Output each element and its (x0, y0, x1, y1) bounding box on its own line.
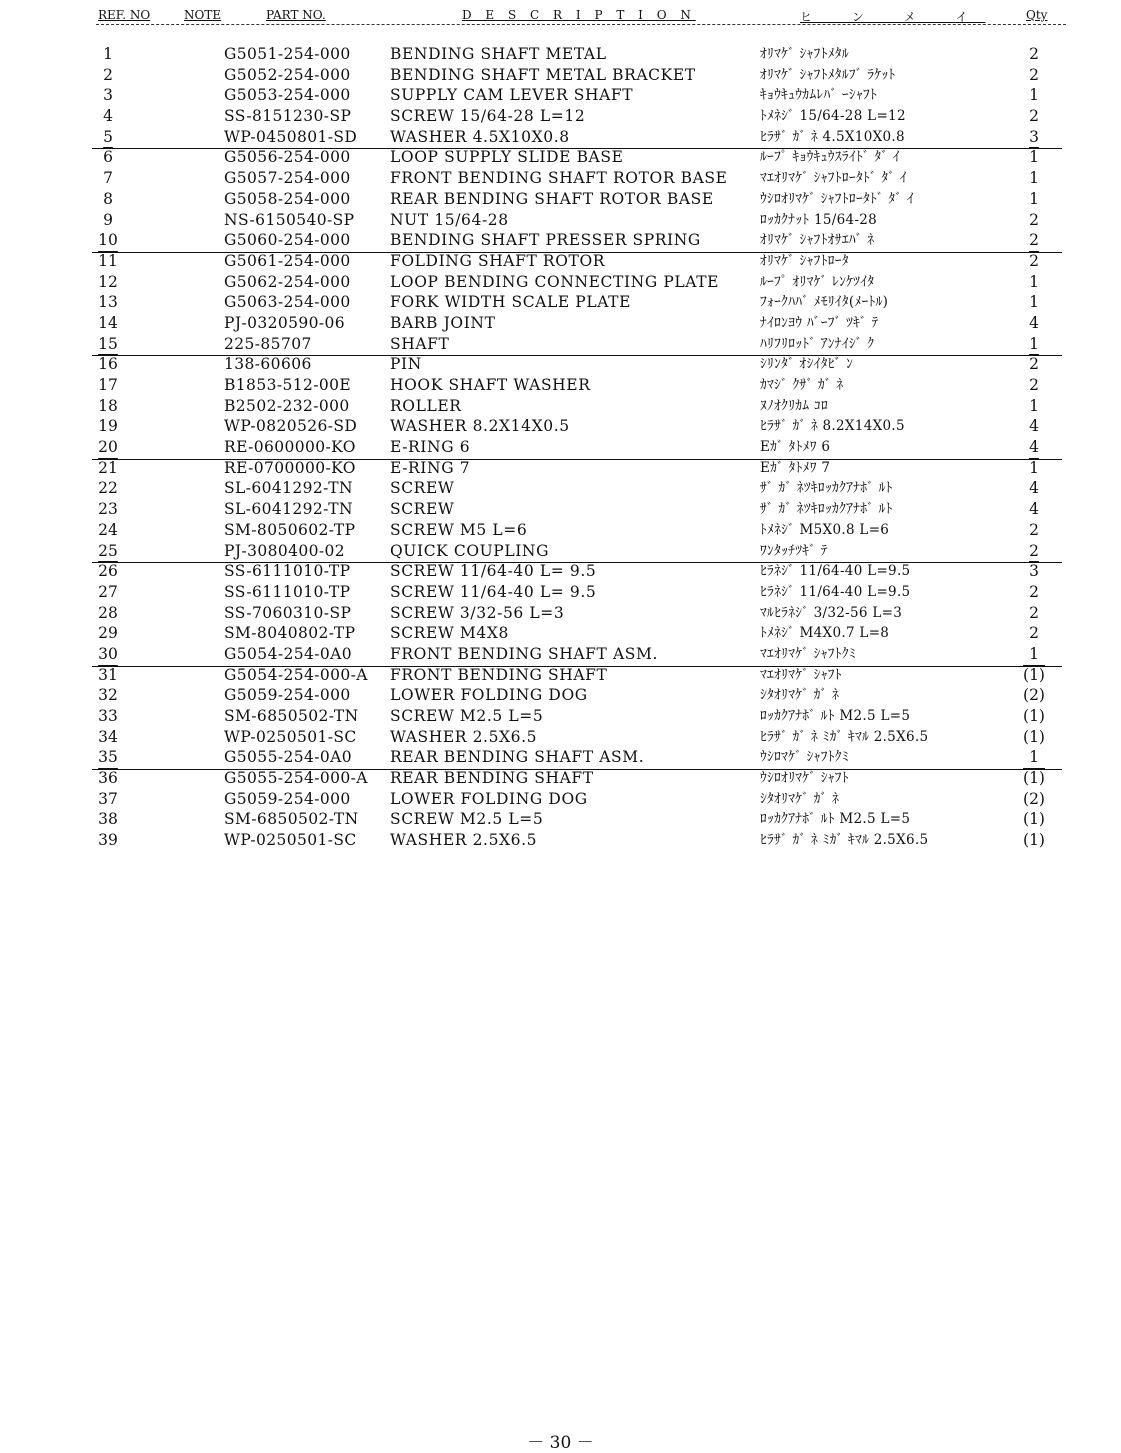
ref-cell: 30 (98, 644, 118, 663)
kana-name-cell: ﾏｴｵﾘﾏｹﾞ ｼｬﾌﾄ (760, 666, 842, 683)
qty-cell: 4 (1029, 500, 1039, 519)
ref-cell: 27 (98, 582, 118, 601)
qty-cell: 2 (1029, 251, 1039, 270)
description-cell: LOWER FOLDING DOG (390, 789, 588, 808)
qty-cell: 1 (1029, 334, 1039, 353)
kana-name-cell: ｵﾘﾏｹﾞ ｼｬﾌﾄﾒﾀﾙ (760, 46, 849, 62)
kana-name-cell: ｳｼﾛﾏｹﾞ ｼｬﾌﾄｸﾐ (760, 749, 849, 766)
kana-name-cell: ｵﾘﾏｹﾞ ｼｬﾌﾄｵｻｴﾊﾞ ﾈ (760, 232, 875, 249)
kana-name-cell: ｷｮｳｷｭｳｶﾑﾚﾊﾞ ｰｼｬﾌﾄ (760, 87, 878, 104)
qty-cell: 3 (1029, 127, 1039, 146)
part-no-cell: SM-8040802-TP (224, 624, 356, 643)
table-header (0, 8, 1121, 30)
part-no-cell: B1853-512-00E (224, 376, 352, 394)
qty-cell: 4 (1029, 479, 1039, 498)
header-qty: Qty (1026, 8, 1048, 22)
description-cell: LOOP BENDING CONNECTING PLATE (390, 272, 720, 291)
table-row (0, 437, 1121, 458)
ref-cell: 3 (103, 86, 113, 105)
part-no-cell: WP-0250501-SC (224, 727, 357, 746)
part-no-cell: G5056-254-000 (224, 148, 351, 167)
header-dashed-rule (96, 24, 1066, 25)
qty-cell: 2 (1029, 582, 1039, 601)
description-cell: SCREW (390, 500, 455, 519)
description-cell: WASHER 2.5X6.5 (390, 727, 538, 746)
part-no-cell: G5063-254-000 (224, 293, 351, 312)
kana-name-cell: ﾏｴｵﾘﾏｹﾞ ｼｬﾌﾄｸﾐ (760, 645, 856, 662)
table-row (0, 768, 1121, 789)
table-row (0, 396, 1121, 417)
description-cell: SHAFT (390, 334, 450, 353)
part-no-cell: WP-0250501-SC (224, 831, 357, 850)
description-cell: FRONT BENDING SHAFT (390, 665, 608, 684)
table-row (0, 375, 1121, 396)
ref-cell: 35 (98, 748, 118, 767)
description-cell: BENDING SHAFT PRESSER SPRING (390, 231, 701, 250)
kana-name-cell: ﾏﾙﾋﾗﾈｼﾞ 3/32-56 L=3 (760, 604, 903, 621)
part-no-cell: PJ-3080400-02 (224, 541, 346, 560)
table-row (0, 334, 1121, 355)
header-note: NOTE (184, 8, 222, 22)
kana-name-cell: ﾛｯｶｸﾅｯﾄ 15/64-28 (760, 211, 877, 228)
description-cell: REAR BENDING SHAFT ROTOR BASE (390, 189, 714, 208)
kana-name-cell: ﾜﾝﾀｯﾁﾂｷﾞ ﾃ (760, 542, 828, 559)
qty-cell: 1 (1029, 458, 1039, 477)
qty-cell: 1 (1029, 293, 1039, 312)
part-no-cell: G5059-254-000 (224, 789, 351, 808)
ref-cell: 38 (98, 810, 118, 829)
qty-cell: (1) (1023, 707, 1045, 725)
part-no-cell: B2502-232-000 (224, 396, 350, 415)
qty-cell: 1 (1029, 86, 1039, 105)
description-cell: REAR BENDING SHAFT (390, 769, 594, 788)
kana-name-cell: ｼﾘﾝﾀﾞ ｵｼｲﾀﾋﾞ ﾝ (760, 356, 854, 373)
description-cell: SCREW 11/64-40 L= 9.5 (390, 582, 597, 601)
table-row (0, 85, 1121, 106)
kana-name-cell: ﾌｫｰｸﾊﾊﾞ ﾒﾓﾘｲﾀ(ﾒｰﾄﾙ) (760, 294, 889, 311)
description-cell: SCREW M5 L=6 (390, 520, 528, 539)
ref-cell: 17 (98, 376, 118, 394)
table-row (0, 499, 1121, 520)
table-row (0, 44, 1121, 65)
description-cell: HOOK SHAFT WASHER (390, 376, 591, 394)
description-cell: FOLDING SHAFT ROTOR (390, 251, 606, 270)
ref-cell: 13 (98, 293, 118, 312)
table-row (0, 478, 1121, 499)
part-no-cell: G5055-254-0A0 (224, 748, 353, 767)
ref-cell: 1 (103, 45, 113, 63)
ref-cell: 32 (98, 686, 118, 705)
ref-cell: 2 (103, 65, 113, 84)
qty-cell: 4 (1029, 417, 1039, 436)
description-cell: REAR BENDING SHAFT ASM. (390, 748, 645, 767)
kana-name-cell: ﾄﾒﾈｼﾞ 15/64-28 L=12 (760, 108, 906, 125)
table-row (0, 147, 1121, 168)
part-no-cell: NS-6150540-SP (224, 210, 355, 229)
table-row (0, 65, 1121, 86)
table-row (0, 292, 1121, 313)
description-cell: SCREW (390, 479, 455, 498)
ref-cell: 4 (103, 107, 113, 126)
table-row (0, 189, 1121, 210)
description-cell: SCREW 15/64-28 L=12 (390, 107, 586, 126)
kana-name-cell: ｻﾞ ｶﾞ ﾈﾂｷﾛｯｶｸｱﾅﾎﾞ ﾙﾄ (760, 480, 893, 497)
description-cell: BARB JOINT (390, 313, 496, 332)
kana-name-cell: ﾄﾒﾈｼﾞ M5X0.8 L=6 (760, 521, 890, 538)
part-no-cell: 138-60606 (224, 355, 312, 374)
qty-cell: (1) (1023, 769, 1045, 788)
qty-cell: 2 (1029, 624, 1039, 643)
part-no-cell: SM-6850502-TN (224, 707, 359, 725)
description-cell: SCREW 11/64-40 L= 9.5 (390, 562, 597, 581)
page-number: － 30 － (527, 1433, 594, 1453)
description-cell: E-RING 6 (390, 438, 471, 457)
qty-cell: 1 (1029, 148, 1039, 167)
qty-cell: 2 (1029, 107, 1039, 126)
description-cell: FRONT BENDING SHAFT ROTOR BASE (390, 169, 728, 188)
ref-cell: 14 (98, 313, 118, 332)
description-cell: WASHER 2.5X6.5 (390, 831, 538, 850)
part-no-cell: RE-0700000-KO (224, 458, 356, 477)
qty-cell: 2 (1029, 45, 1039, 63)
description-cell: SCREW M4X8 (390, 624, 509, 643)
table-row (0, 603, 1121, 624)
description-cell: WASHER 8.2X14X0.5 (390, 417, 570, 436)
qty-cell: 4 (1029, 313, 1039, 332)
part-no-cell: SL-6041292-TN (224, 479, 353, 498)
qty-cell: 2 (1029, 210, 1039, 229)
kana-name-cell: ｼﾀｵﾘﾏｹﾞ ｶﾞ ﾈ (760, 790, 840, 807)
table-row (0, 623, 1121, 644)
description-cell: QUICK COUPLING (390, 541, 550, 560)
description-cell: WASHER 4.5X10X0.8 (390, 127, 570, 146)
table-row (0, 747, 1121, 768)
part-no-cell: PJ-0320590-06 (224, 313, 346, 332)
kana-name-cell: ﾋﾗﾈｼﾞ 11/64-40 L=9.5 (760, 583, 911, 600)
ref-cell: 29 (98, 624, 118, 643)
table-row (0, 561, 1121, 582)
part-no-cell: RE-0600000-KO (224, 438, 356, 457)
part-no-cell: G5061-254-000 (224, 251, 351, 270)
part-no-cell: G5059-254-000 (224, 686, 351, 705)
table-row (0, 809, 1121, 830)
kana-name-cell: ﾋﾗｻﾞ ｶﾞ ﾈ 8.2X14X0.5 (760, 418, 905, 435)
table-row (0, 416, 1121, 437)
ref-cell: 6 (103, 148, 113, 167)
part-no-cell: SM-6850502-TN (224, 810, 359, 829)
ref-cell: 25 (98, 541, 118, 560)
ref-cell: 9 (103, 210, 113, 229)
description-cell: BENDING SHAFT METAL BRACKET (390, 65, 696, 84)
qty-cell: 2 (1029, 376, 1039, 394)
description-cell: SCREW M2.5 L=5 (390, 810, 544, 829)
qty-cell: 1 (1029, 272, 1039, 291)
table-row (0, 830, 1121, 851)
kana-name-cell: ﾄﾒﾈｼﾞ M4X0.7 L=8 (760, 625, 890, 642)
description-cell: SCREW 3/32-56 L=3 (390, 603, 565, 622)
ref-cell: 12 (98, 272, 118, 291)
table-row (0, 272, 1121, 293)
part-no-cell: SS-6111010-TP (224, 562, 351, 581)
description-cell: ROLLER (390, 396, 462, 415)
kana-name-cell: ﾋﾗﾈｼﾞ 11/64-40 L=9.5 (760, 563, 911, 580)
table-row (0, 541, 1121, 562)
description-cell: BENDING SHAFT METAL (390, 45, 607, 63)
part-no-cell: G5054-254-0A0 (224, 644, 353, 663)
qty-cell: (1) (1023, 727, 1045, 746)
part-no-cell: G5054-254-000-A (224, 665, 368, 684)
description-cell: SCREW M2.5 L=5 (390, 707, 544, 725)
kana-name-cell: ｳｼﾛｵﾘﾏｹﾞ ｼｬﾌﾄ (760, 770, 849, 787)
kana-name-cell: ﾋﾗｻﾞ ｶﾞ ﾈ 4.5X10X0.8 (760, 128, 905, 145)
kana-name-cell: ﾙｰﾌﾟ ｵﾘﾏｹﾞ ﾚﾝｹﾂｲﾀ (760, 273, 875, 290)
table-row (0, 106, 1121, 127)
description-cell: SUPPLY CAM LEVER SHAFT (390, 86, 634, 105)
kana-name-cell: ﾛｯｶｸｱﾅﾎﾞ ﾙﾄ M2.5 L=5 (760, 708, 911, 724)
qty-cell: 3 (1029, 562, 1039, 581)
description-cell: E-RING 7 (390, 458, 471, 477)
table-row (0, 127, 1121, 148)
qty-cell: 2 (1029, 603, 1039, 622)
header-description: D E S C R I P T I O N (462, 8, 696, 22)
table-row (0, 706, 1121, 727)
qty-cell: 1 (1029, 748, 1039, 767)
qty-cell: (1) (1023, 665, 1045, 684)
table-row (0, 644, 1121, 665)
qty-cell: 1 (1029, 396, 1039, 415)
description-cell: LOWER FOLDING DOG (390, 686, 588, 705)
kana-name-cell: Eｶﾞ ﾀﾄﾒﾜ 7 (760, 459, 831, 476)
kana-name-cell: Eｶﾞ ﾀﾄﾒﾜ 6 (760, 439, 831, 456)
qty-cell: (1) (1023, 831, 1045, 850)
ref-cell: 20 (98, 438, 118, 457)
kana-name-cell: ﾇﾉｵｸﾘｶﾑ ｺﾛ (760, 397, 829, 414)
ref-cell: 23 (98, 500, 118, 519)
qty-cell: 1 (1029, 189, 1039, 208)
part-no-cell: G5060-254-000 (224, 231, 351, 250)
table-row (0, 727, 1121, 748)
part-no-cell: SS-6111010-TP (224, 582, 351, 601)
kana-name-cell: ｻﾞ ｶﾞ ﾈﾂｷﾛｯｶｸｱﾅﾎﾞ ﾙﾄ (760, 501, 893, 518)
part-no-cell: WP-0820526-SD (224, 417, 358, 436)
parts-table-body (0, 44, 1121, 851)
qty-cell: 2 (1029, 520, 1039, 539)
qty-cell: 2 (1029, 355, 1039, 374)
kana-name-cell: ﾋﾗｻﾞ ｶﾞ ﾈ ﾐｶﾞ ｷﾏﾙ 2.5X6.5 (760, 832, 929, 849)
table-row (0, 458, 1121, 479)
table-row (0, 789, 1121, 810)
kana-name-cell: ｵﾘﾏｹﾞ ｼｬﾌﾄﾒﾀﾙﾌﾞ ﾗｹｯﾄ (760, 66, 896, 83)
ref-cell: 33 (98, 707, 118, 725)
qty-cell: (1) (1023, 810, 1045, 829)
kana-name-cell: ｼﾀｵﾘﾏｹﾞ ｶﾞ ﾈ (760, 687, 840, 704)
ref-cell: 26 (98, 562, 118, 581)
qty-cell: 4 (1029, 438, 1039, 457)
part-no-cell: SS-8151230-SP (224, 107, 352, 126)
part-no-cell: WP-0450801-SD (224, 127, 358, 146)
header-ref-no: REF. NO (98, 8, 151, 22)
kana-name-cell: ﾊﾘﾌﾘﾛｯﾄﾞ ｱﾝﾅｲｼﾞ ｸ (760, 335, 875, 352)
kana-name-cell: ﾙｰﾌﾟ ｷｮｳｷｭｳｽﾗｲﾄﾞ ﾀﾞ ｲ (760, 149, 900, 166)
qty-cell: 2 (1029, 541, 1039, 560)
part-no-cell: G5062-254-000 (224, 272, 351, 291)
ref-cell: 18 (98, 396, 118, 415)
part-no-cell: G5057-254-000 (224, 169, 351, 188)
ref-cell: 31 (98, 665, 118, 684)
qty-cell: (2) (1023, 789, 1045, 808)
part-no-cell: G5052-254-000 (224, 65, 351, 84)
part-no-cell: G5051-254-000 (224, 45, 351, 63)
description-cell: NUT 15/64-28 (390, 210, 509, 229)
table-row (0, 210, 1121, 231)
table-row (0, 520, 1121, 541)
ref-cell: 5 (103, 127, 113, 146)
description-cell: FRONT BENDING SHAFT ASM. (390, 644, 659, 663)
table-row (0, 230, 1121, 251)
table-row (0, 354, 1121, 375)
ref-cell: 22 (98, 479, 118, 498)
header-kana-name: ヒ ン メ イ (800, 10, 986, 24)
qty-cell: 2 (1029, 65, 1039, 84)
part-no-cell: SS-7060310-SP (224, 603, 352, 622)
part-no-cell: G5053-254-000 (224, 86, 351, 105)
table-row (0, 168, 1121, 189)
ref-cell: 36 (98, 769, 118, 788)
table-row (0, 313, 1121, 334)
qty-cell: (2) (1023, 686, 1045, 705)
ref-cell: 28 (98, 603, 118, 622)
qty-cell: 2 (1029, 231, 1039, 250)
ref-cell: 24 (98, 520, 118, 539)
part-no-cell: G5058-254-000 (224, 189, 351, 208)
ref-cell: 15 (98, 334, 118, 353)
table-row (0, 251, 1121, 272)
kana-name-cell: ﾋﾗｻﾞ ｶﾞ ﾈ ﾐｶﾞ ｷﾏﾙ 2.5X6.5 (760, 728, 929, 745)
kana-name-cell: ｳｼﾛｵﾘﾏｹﾞ ｼｬﾌﾄﾛｰﾀﾄﾞ ﾀﾞ ｲ (760, 190, 914, 207)
header-part-no: PART NO. (266, 8, 326, 22)
ref-cell: 21 (98, 458, 118, 477)
qty-cell: 1 (1029, 169, 1039, 188)
description-cell: PIN (390, 355, 422, 374)
ref-cell: 8 (103, 189, 113, 208)
table-row (0, 582, 1121, 603)
ref-cell: 19 (98, 417, 118, 436)
ref-cell: 16 (98, 355, 118, 374)
description-cell: LOOP SUPPLY SLIDE BASE (390, 148, 624, 167)
description-cell: FORK WIDTH SCALE PLATE (390, 293, 632, 312)
kana-name-cell: ﾅｲﾛﾝﾖｳ ﾊﾞｰﾌﾞ ﾂｷﾞ ﾃ (760, 314, 879, 331)
kana-name-cell: ﾏｴｵﾘﾏｹﾞ ｼｬﾌﾄﾛｰﾀﾄﾞ ﾀﾞ ｲ (760, 170, 907, 187)
ref-cell: 10 (98, 231, 118, 250)
part-no-cell: SL-6041292-TN (224, 500, 353, 519)
kana-name-cell: ﾛｯｶｸｱﾅﾎﾞ ﾙﾄ M2.5 L=5 (760, 811, 911, 828)
kana-name-cell: ｵﾘﾏｹﾞ ｼｬﾌﾄﾛｰﾀ (760, 252, 849, 269)
part-no-cell: SM-8050602-TP (224, 520, 356, 539)
ref-cell: 39 (98, 831, 118, 850)
part-no-cell: 225-85707 (224, 334, 312, 353)
qty-cell: 1 (1029, 644, 1039, 663)
table-row (0, 665, 1121, 686)
ref-cell: 7 (103, 169, 113, 188)
ref-cell: 11 (98, 251, 118, 270)
ref-cell: 37 (98, 789, 118, 808)
kana-name-cell: ｶﾏｼﾞ ｸｻﾞ ｶﾞ ﾈ (760, 377, 844, 393)
part-no-cell: G5055-254-000-A (224, 769, 368, 788)
ref-cell: 34 (98, 727, 118, 746)
table-row (0, 685, 1121, 706)
